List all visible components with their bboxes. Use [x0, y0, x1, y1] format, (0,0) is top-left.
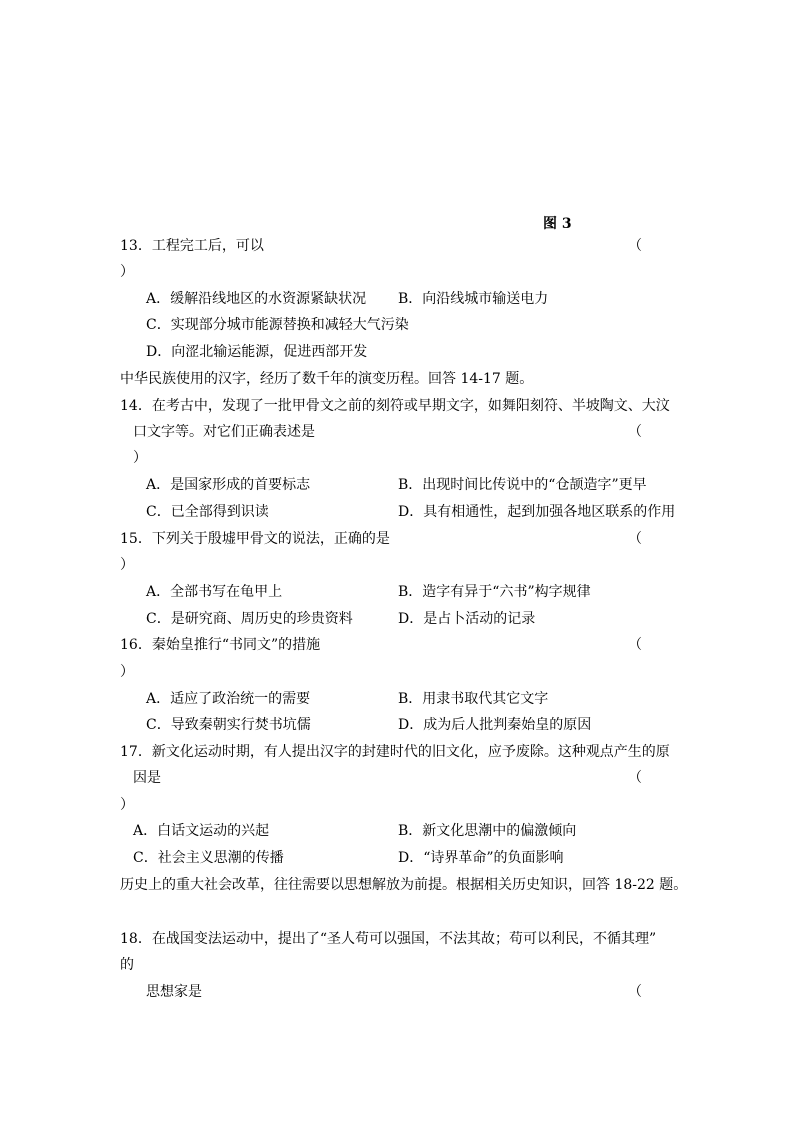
question-14-stem: 14．在考古中，发现了一批甲骨文之前的刻符或早期文字，如舞阳刻符、半坡陶文、大汶 [120, 398, 670, 414]
question-15-option-d: D．是占卜活动的记录 [398, 611, 536, 627]
question-17-stem: 17．新文化运动时期，有人提出汉字的封建时代的旧文化，应予废除。这种观点产生的原 [120, 744, 670, 760]
question-17-paren-open: （ [628, 770, 642, 786]
question-14-stem-continued: 口文字等。对它们正确表述是 [133, 424, 315, 440]
question-16-paren-close: ） [120, 664, 134, 680]
question-15-paren-open: （ [628, 531, 642, 547]
section-intro-14-17: 中华民族使用的汉字，经历了数千年的演变历程。回答 14-17 题。 [120, 371, 534, 387]
question-17-paren-close: ） [120, 797, 134, 813]
question-16-stem: 16．秦始皇推行“书同文”的措施 [120, 637, 321, 653]
question-16-option-d: D．成为后人批判秦始皇的原因 [398, 717, 592, 733]
question-15-option-c: C．是研究商、周历史的珍贵资料 [146, 611, 353, 627]
question-13-option-d: D．向涩北输运能源，促进西部开发 [146, 344, 368, 360]
question-13-stem: 13．工程完工后，可以 [120, 238, 264, 254]
question-16-option-a: A．适应了政治统一的需要 [146, 691, 311, 707]
question-18-stem-third: 思想家是 [146, 984, 202, 1000]
question-17-option-c: C．社会主义思潮的传播 [133, 850, 284, 866]
question-14-option-d: D．具有相通性，起到加强各地区联系的作用 [398, 504, 676, 520]
question-16-option-b: B．用隶书取代其它文字 [398, 691, 549, 707]
question-15-option-b: B．造字有异于“六书”构字规律 [398, 584, 591, 600]
question-15-option-a: A．全部书写在龟甲上 [146, 584, 283, 600]
question-13-option-a: A．缓解沿线地区的水资源紧缺状况 [146, 291, 367, 307]
question-18-paren-open: （ [628, 984, 642, 1000]
question-15-stem: 15．下列关于殷墟甲骨文的说法，正确的是 [120, 531, 390, 547]
section-intro-18-22: 历史上的重大社会改革，往往需要以思想解放为前提。根据相关历史知识，回答 18-22 题。 [120, 877, 688, 893]
question-13-option-c: C．实现部分城市能源替换和减轻大气污染 [146, 317, 409, 333]
question-17-option-a: A．白话文运动的兴起 [133, 823, 270, 839]
question-14-option-c: C．已全部得到识读 [146, 504, 269, 520]
question-13-paren-close: ） [120, 264, 134, 280]
question-17-option-b: B．新文化思潮中的偏激倾向 [398, 823, 577, 839]
question-17-option-d: D．“诗界革命”的负面影响 [398, 850, 564, 866]
question-13-option-b: B．向沿线城市输送电力 [398, 291, 549, 307]
question-16-paren-open: （ [628, 637, 642, 653]
question-15-paren-close: ） [120, 557, 134, 573]
figure-caption: 图 3 [543, 216, 572, 232]
question-14-option-a: A．是国家形成的首要标志 [146, 477, 311, 493]
question-18-stem: 18．在战国变法运动中，提出了“圣人苟可以强国，不法其故；苟可以利民，不循其理” [120, 931, 657, 947]
question-14-paren-close: ） [133, 450, 147, 466]
question-14-paren-open: （ [628, 424, 642, 440]
question-14-option-b: B．出现时间比传说中的“仓颉造字”更早 [398, 477, 647, 493]
question-18-stem-continued: 的 [120, 957, 134, 973]
question-17-stem-continued: 因是 [133, 770, 161, 786]
question-13-paren-open: （ [628, 238, 642, 254]
question-16-option-c: C．导致秦朝实行焚书坑儒 [146, 717, 311, 733]
